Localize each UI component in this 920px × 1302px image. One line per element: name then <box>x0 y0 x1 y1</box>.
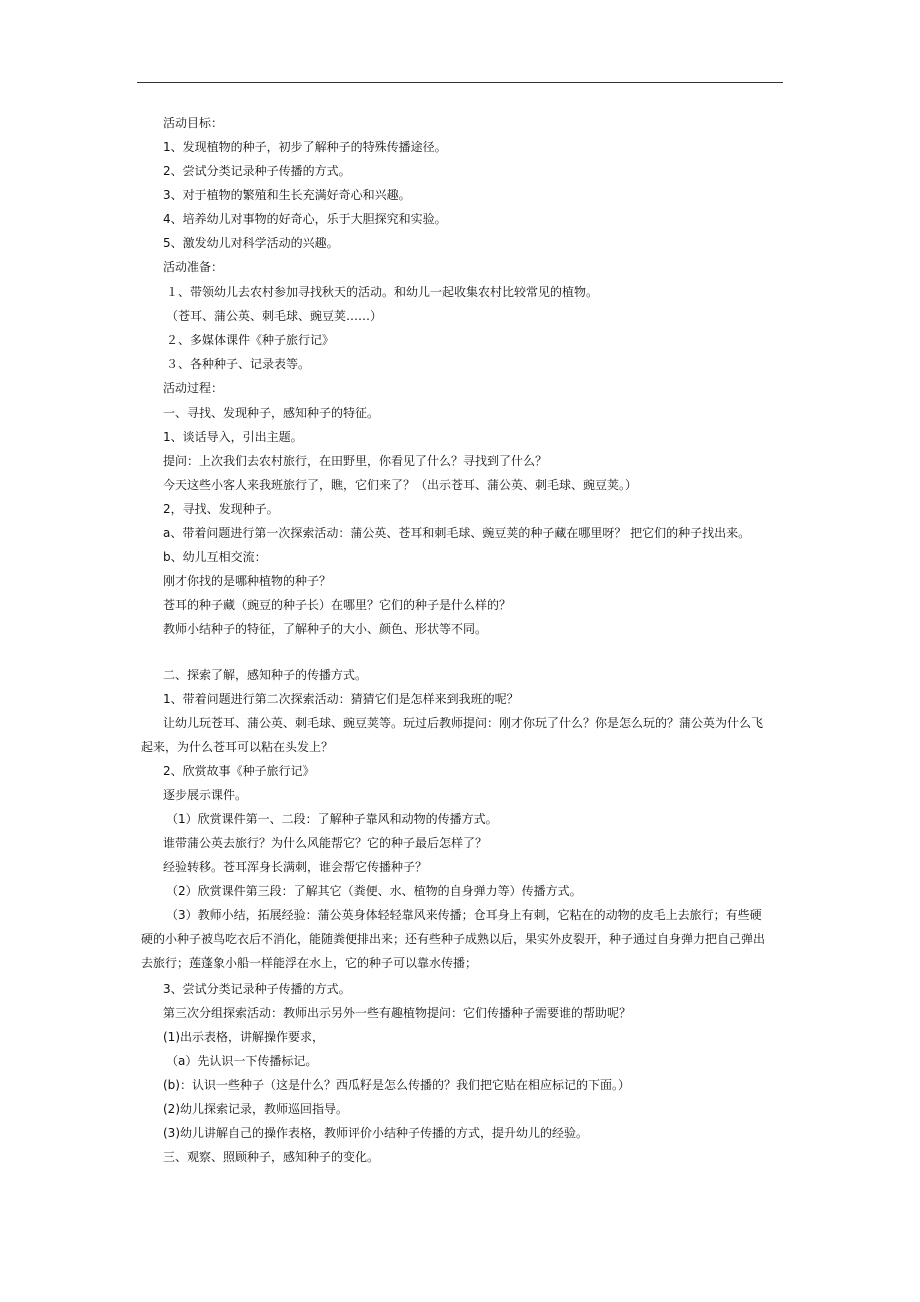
text-line: 苍耳的种子藏（豌豆的种子长）在哪里？它们的种子是什么样的？ <box>163 598 512 612</box>
text-line: ３、各种种子、记录表等。 <box>166 357 311 371</box>
text-line: 活动过程： <box>163 381 224 395</box>
text-line: 起来，为什么苍耳可以粘在头发上？ <box>141 740 334 754</box>
text-line: 1、带着问题进行第二次探索活动：猜猜它们是怎样来到我班的呢？ <box>163 692 519 706</box>
text-line: （a）先认识一下传播标记。 <box>166 1054 318 1068</box>
text-line: 2，寻找、发现种子。 <box>163 502 279 516</box>
text-line: 一、寻找、发现种子，感知种子的特征。 <box>163 406 380 420</box>
text-line: 2、尝试分类记录种子传播的方式。 <box>163 164 351 178</box>
text-line: 4、培养幼儿对事物的好奇心，乐于大胆探究和实验。 <box>163 212 447 226</box>
text-line: 刚才你找的是哪种植物的种子？ <box>163 574 332 588</box>
text-line: 5、激发幼儿对科学活动的兴趣。 <box>163 236 339 250</box>
text-line: 逐步展示课件。 <box>163 788 248 802</box>
text-line: 3、对于植物的繁殖和生长充满好奇心和兴趣。 <box>163 188 411 202</box>
text-line: 硬的小种子被鸟吃衣后不消化，能随粪便排出来；还有些种子成熟以后，果实外皮裂开，种子通过自身弹力把自己弹出 <box>141 932 766 946</box>
text-line: (1)出示表格，讲解操作要求， <box>163 1030 324 1044</box>
text-line: 二、探索了解，感知种子的传播方式。 <box>163 668 368 682</box>
text-line: 去旅行；莲蓬象小船一样能浮在水上，它的种子可以靠水传播； <box>141 956 478 970</box>
text-line: b、幼儿互相交流： <box>163 550 267 564</box>
text-line: 第三次分组探索活动：教师出示另外一些有趣植物提问：它们传播种子需要谁的帮助呢？ <box>163 1006 632 1020</box>
text-line: ２、多媒体课件《种子旅行记》 <box>166 333 335 347</box>
text-line: １、带领幼儿去农村参加寻找秋天的活动。和幼儿一起收集农村比较常见的植物。 <box>166 285 599 299</box>
text-line: 让幼儿玩苍耳、蒲公英、刺毛球、豌豆荚等。玩过后教师提问：刚才你玩了什么？你是怎么玩的？蒲公英为什么飞 <box>163 716 764 730</box>
text-line: (b)：认识一些种子（这是什么？西瓜籽是怎么传播的？我们把它贴在相应标记的下面。） <box>163 1078 630 1092</box>
header-rule <box>137 82 783 83</box>
text-line: 经验转移。苍耳浑身长满刺，谁会帮它传播种子？ <box>163 860 428 874</box>
text-line: 教师小结种子的特征，了解种子的大小、颜色、形状等不同。 <box>163 622 488 636</box>
text-line: 提问：上次我们去农村旅行，在田野里，你看见了什么？寻找到了什么？ <box>163 454 548 468</box>
text-line: (2)幼儿探索记录，教师巡回指导。 <box>163 1102 348 1116</box>
text-line: (3)幼儿讲解自己的操作表格，教师评价小结种子传播的方式，提升幼儿的经验。 <box>163 1126 589 1140</box>
text-line: （苍耳、蒲公英、刺毛球、豌豆荚……） <box>166 309 383 323</box>
text-line: （2）欣赏课件第三段：了解其它（粪便、水、植物的自身弹力等）传播方式。 <box>166 884 582 898</box>
text-line: 1、谈话导入，引出主题。 <box>163 430 303 444</box>
text-line: 活动准备： <box>163 260 224 274</box>
text-line: 3、尝试分类记录种子传播的方式。 <box>163 982 351 996</box>
text-line: （1）欣赏课件第一、二段：了解种子靠风和动物的传播方式。 <box>166 812 498 826</box>
text-line: 2、欣赏故事《种子旅行记》 <box>163 764 315 778</box>
text-line: 活动目标： <box>163 116 224 130</box>
text-line: a、带着问题进行第一次探索活动：蒲公英、苍耳和刺毛球、豌豆荚的种子藏在哪里呀？ 把它们的种子找出来。 <box>163 526 751 540</box>
text-line: 谁带蒲公英去旅行？为什么风能帮它？它的种子最后怎样了？ <box>163 836 488 850</box>
text-line: 今天这些小客人来我班旅行了，瞧，它们来了？（出示苍耳、蒲公英、刺毛球、豌豆荚。） <box>163 478 638 492</box>
text-line: （3）教师小结，拓展经验：蒲公英身体轻轻靠风来传播；仓耳身上有刺，它粘在的动物的皮毛上去旅行；有些硬 <box>166 908 762 922</box>
text-line: 1、发现植物的种子，初步了解种子的特殊传播途径。 <box>163 140 447 154</box>
text-line: 三、观察、照顾种子，感知种子的变化。 <box>163 1150 380 1164</box>
